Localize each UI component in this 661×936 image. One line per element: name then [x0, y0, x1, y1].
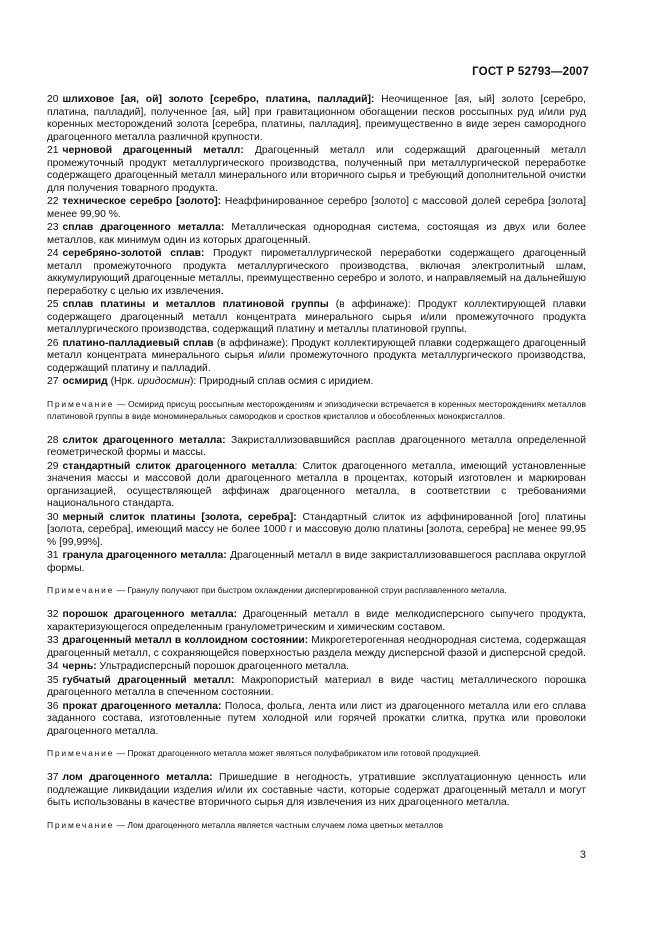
term-name: серебряно-золотой сплав: [62, 248, 205, 259]
definition-text: Драгоценный металл в виде мелкодисперсного сыпучего продукта, характеризующегося определенным гранулометрическим и химическим составом. [47, 609, 586, 633]
entry-number: 29 [47, 460, 59, 472]
standard-designation: ГОСТ Р 52793—2007 [472, 66, 589, 78]
term-entry-23 [47, 222, 586, 247]
term-entry-24 [47, 248, 586, 298]
note-text: — Осмирид присущ россыпным месторождениям и эпизодически встречается в коренных месторождениях металлов платиновой группы в виде мономинеральных самородков и сростков кристаллов и обособленных монокристаллов. [47, 398, 586, 421]
entry-number: 23 [47, 222, 59, 233]
term-qualifier-prefix: (Нрк. [107, 376, 138, 387]
term-name: губчатый драгоценный металл: [62, 674, 235, 686]
note [47, 584, 586, 596]
definition-text: Закристаллизовавшийся расплав драгоценного металла определенной геометрической формы и массы. [47, 434, 586, 458]
note-label: Примечание [47, 748, 115, 758]
entry-number: 36 [47, 700, 59, 712]
definition-text: Драгоценный металл в виде закристаллизовавшегося расплава округлой формы. [47, 550, 586, 574]
definition-text: Продукт пирометаллургической переработки содержащего драгоценный металл промежуточного продукта металлургического производства, включая электролитный шлам, аккумулирующий драгоценные металлы, преимущественно серебро и золото, и направляемый на дальнейшую переработку с целью их извлечения. [47, 248, 587, 297]
term-name: сплав платины и металлов платиновой группы [62, 299, 329, 310]
term-entry-35 [47, 675, 586, 700]
note-text: — Прокат драгоценного металла может являться полуфабрикатом или готовой продукцией. [114, 748, 481, 758]
definition-text: Неаффинированное серебро [золото] с массовой долей серебра [золота] менее 99,90 %. [47, 196, 586, 220]
definition-text: Драгоценный металл или содержащий драгоценный металл промежуточный продукт металлургического производства, полученный при металлургической переработке содержащего драгоценный металл минерального или вторичного сырья и требующий дополнительной очистки для получения товарного продукта. [47, 145, 586, 194]
term-name: прокат драгоценного металла: [62, 700, 222, 712]
term-name: техническое серебро [золото]: [62, 196, 222, 207]
definition-text: Ультрадисперсный порошок драгоценного металла. [96, 661, 349, 672]
definitions-body [47, 94, 586, 844]
term-entry-25 [47, 299, 586, 337]
term-entry-37 [47, 772, 586, 810]
definition-text: Неочищенное [ая, ый] золото [серебро, платина, палладий], полученное [ая, ый] при гравитационном обогащении песков россыпных руд и/или руд коренных месторождений золота [серебра, платины, палладия], преимущественно в виде зерен самородного драгоценного металла различной крупности. [47, 94, 586, 143]
term-entry-28 [47, 435, 586, 460]
definition-text: Пришедшие в негодность, утратившие эксплуатационную ценность или подлежащие ликвидации изделия и/или их составные части, которые содержат драгоценный металл и могут быть использованы в качестве вторичного сырья для извлечения из них драгоценного металла. [47, 772, 587, 808]
page-number: 3 [579, 849, 586, 861]
note-label: Примечание [47, 585, 115, 595]
term-entry-27 [47, 376, 586, 389]
definition-text: : Слиток драгоценного металла, имеющий установленные значения массы и массовой доли драгоценного металла в процентах, который изготовлен и маркирован организацией, осуществляющей аффинаж драгоценного металла, в соответствии с требованиями национального стандарта. [47, 460, 586, 509]
entry-number: 35 [47, 674, 59, 686]
note-text: — Лом драгоценного металла является частным случаем лома цветных металлов [114, 819, 444, 830]
entry-number: 24 [47, 248, 59, 259]
definition-text: Микрогетерогенная неоднородная система, содержащая драгоценный металл, с сохраняющейся поверхностью раздела между дисперсной фазой и дисперсной средой. [47, 635, 586, 659]
term-entry-22 [47, 196, 586, 221]
entry-number: 20 [47, 94, 59, 105]
note-label: Примечание [47, 398, 115, 409]
note-label: Примечание [47, 819, 115, 830]
term-name: сплав драгоценного металла: [62, 222, 225, 233]
term-name: драгоценный металл в коллоидном состоянии: [62, 635, 309, 646]
definition-text: Металлическая однородная система, состоящая из двух или более металлов, как минимум один из которых драгоценный. [47, 222, 587, 246]
term-name: черновой драгоценный металл: [62, 145, 244, 156]
term-entry-29 [47, 461, 586, 511]
term-entry-21 [47, 145, 586, 195]
term-name: лом драгоценного металла: [62, 772, 213, 783]
definition-text: Стандартный слиток из аффинированной [ого] платины [золота, серебра], имеющий массу не более 1000 г и массовую долю платины [золота, серебра] не менее 99,95 % [99,99%]. [47, 511, 586, 548]
note [47, 398, 586, 422]
entry-number: 22 [47, 196, 59, 207]
term-entry-30 [47, 512, 586, 550]
term-name: стандартный слиток драгоценного металла [62, 460, 295, 472]
note-text: — Гранулу получают при быстром охлаждении диспергированной струи расплавленного металла. [114, 585, 507, 595]
entry-number: 33 [47, 635, 59, 646]
entry-number: 26 [47, 337, 59, 349]
term-name: мерный слиток платины [золота, серебра]: [62, 511, 297, 523]
entry-number: 21 [47, 145, 59, 156]
definition-text: (в аффинаже): Продукт коллектирующей плавки содержащего драгоценный металл концентрата минерального сырья и/или промежуточного продукта металлургического производства, содержащий платину и палладий. [47, 337, 586, 374]
entry-number: 27 [47, 376, 59, 387]
note [47, 747, 586, 759]
entry-number: 28 [47, 434, 59, 446]
entry-number: 37 [47, 772, 59, 783]
definition-text: Полоса, фольга, лента или лист из драгоценного металла или его сплава заданного состава, изготовленные путем холодной или горячей прокатки слитка, прутка или проволоки драгоценного металла. [47, 700, 586, 737]
term-entry-36 [47, 701, 586, 739]
term-name: шлиховое [ая, ой] золото [серебро, платина, палладий]: [62, 94, 375, 105]
term-name: гранула драгоценного металла: [62, 550, 227, 561]
note [47, 819, 586, 831]
term-entry-32 [47, 609, 586, 634]
term-name: порошок драгоценного металла: [62, 609, 238, 620]
entry-number: 30 [47, 511, 59, 523]
term-name: платино-палладиевый сплав [62, 337, 214, 349]
entry-number: 25 [47, 299, 59, 310]
entry-number: 31 [47, 550, 59, 561]
definition-text: ): Природный сплав осмия с иридием. [189, 376, 374, 387]
definition-text: Макропористый материал в виде частиц металлического порошка драгоценного металла в спеченном состоянии. [47, 674, 586, 698]
term-name: чернь: [62, 661, 97, 672]
term-entry-26 [47, 338, 586, 376]
definition-text: (в аффинаже): Продукт коллектирующей плавки содержащего драгоценный металл концентрата минерального сырья и/или промежуточного продукта металлургического производства, содержащий платину и металлы платиновой группы. [47, 299, 586, 335]
term-entry-34 [47, 661, 586, 674]
term-entry-33 [47, 635, 586, 660]
term-entry-20 [47, 94, 586, 144]
deprecated-synonym: иридосмин [137, 376, 190, 387]
term-entry-31 [47, 550, 586, 575]
term-name: осмирид [62, 376, 108, 387]
entry-number: 32 [47, 609, 59, 620]
term-name: слиток драгоценного металла: [62, 434, 226, 446]
entry-number: 34 [47, 661, 59, 672]
